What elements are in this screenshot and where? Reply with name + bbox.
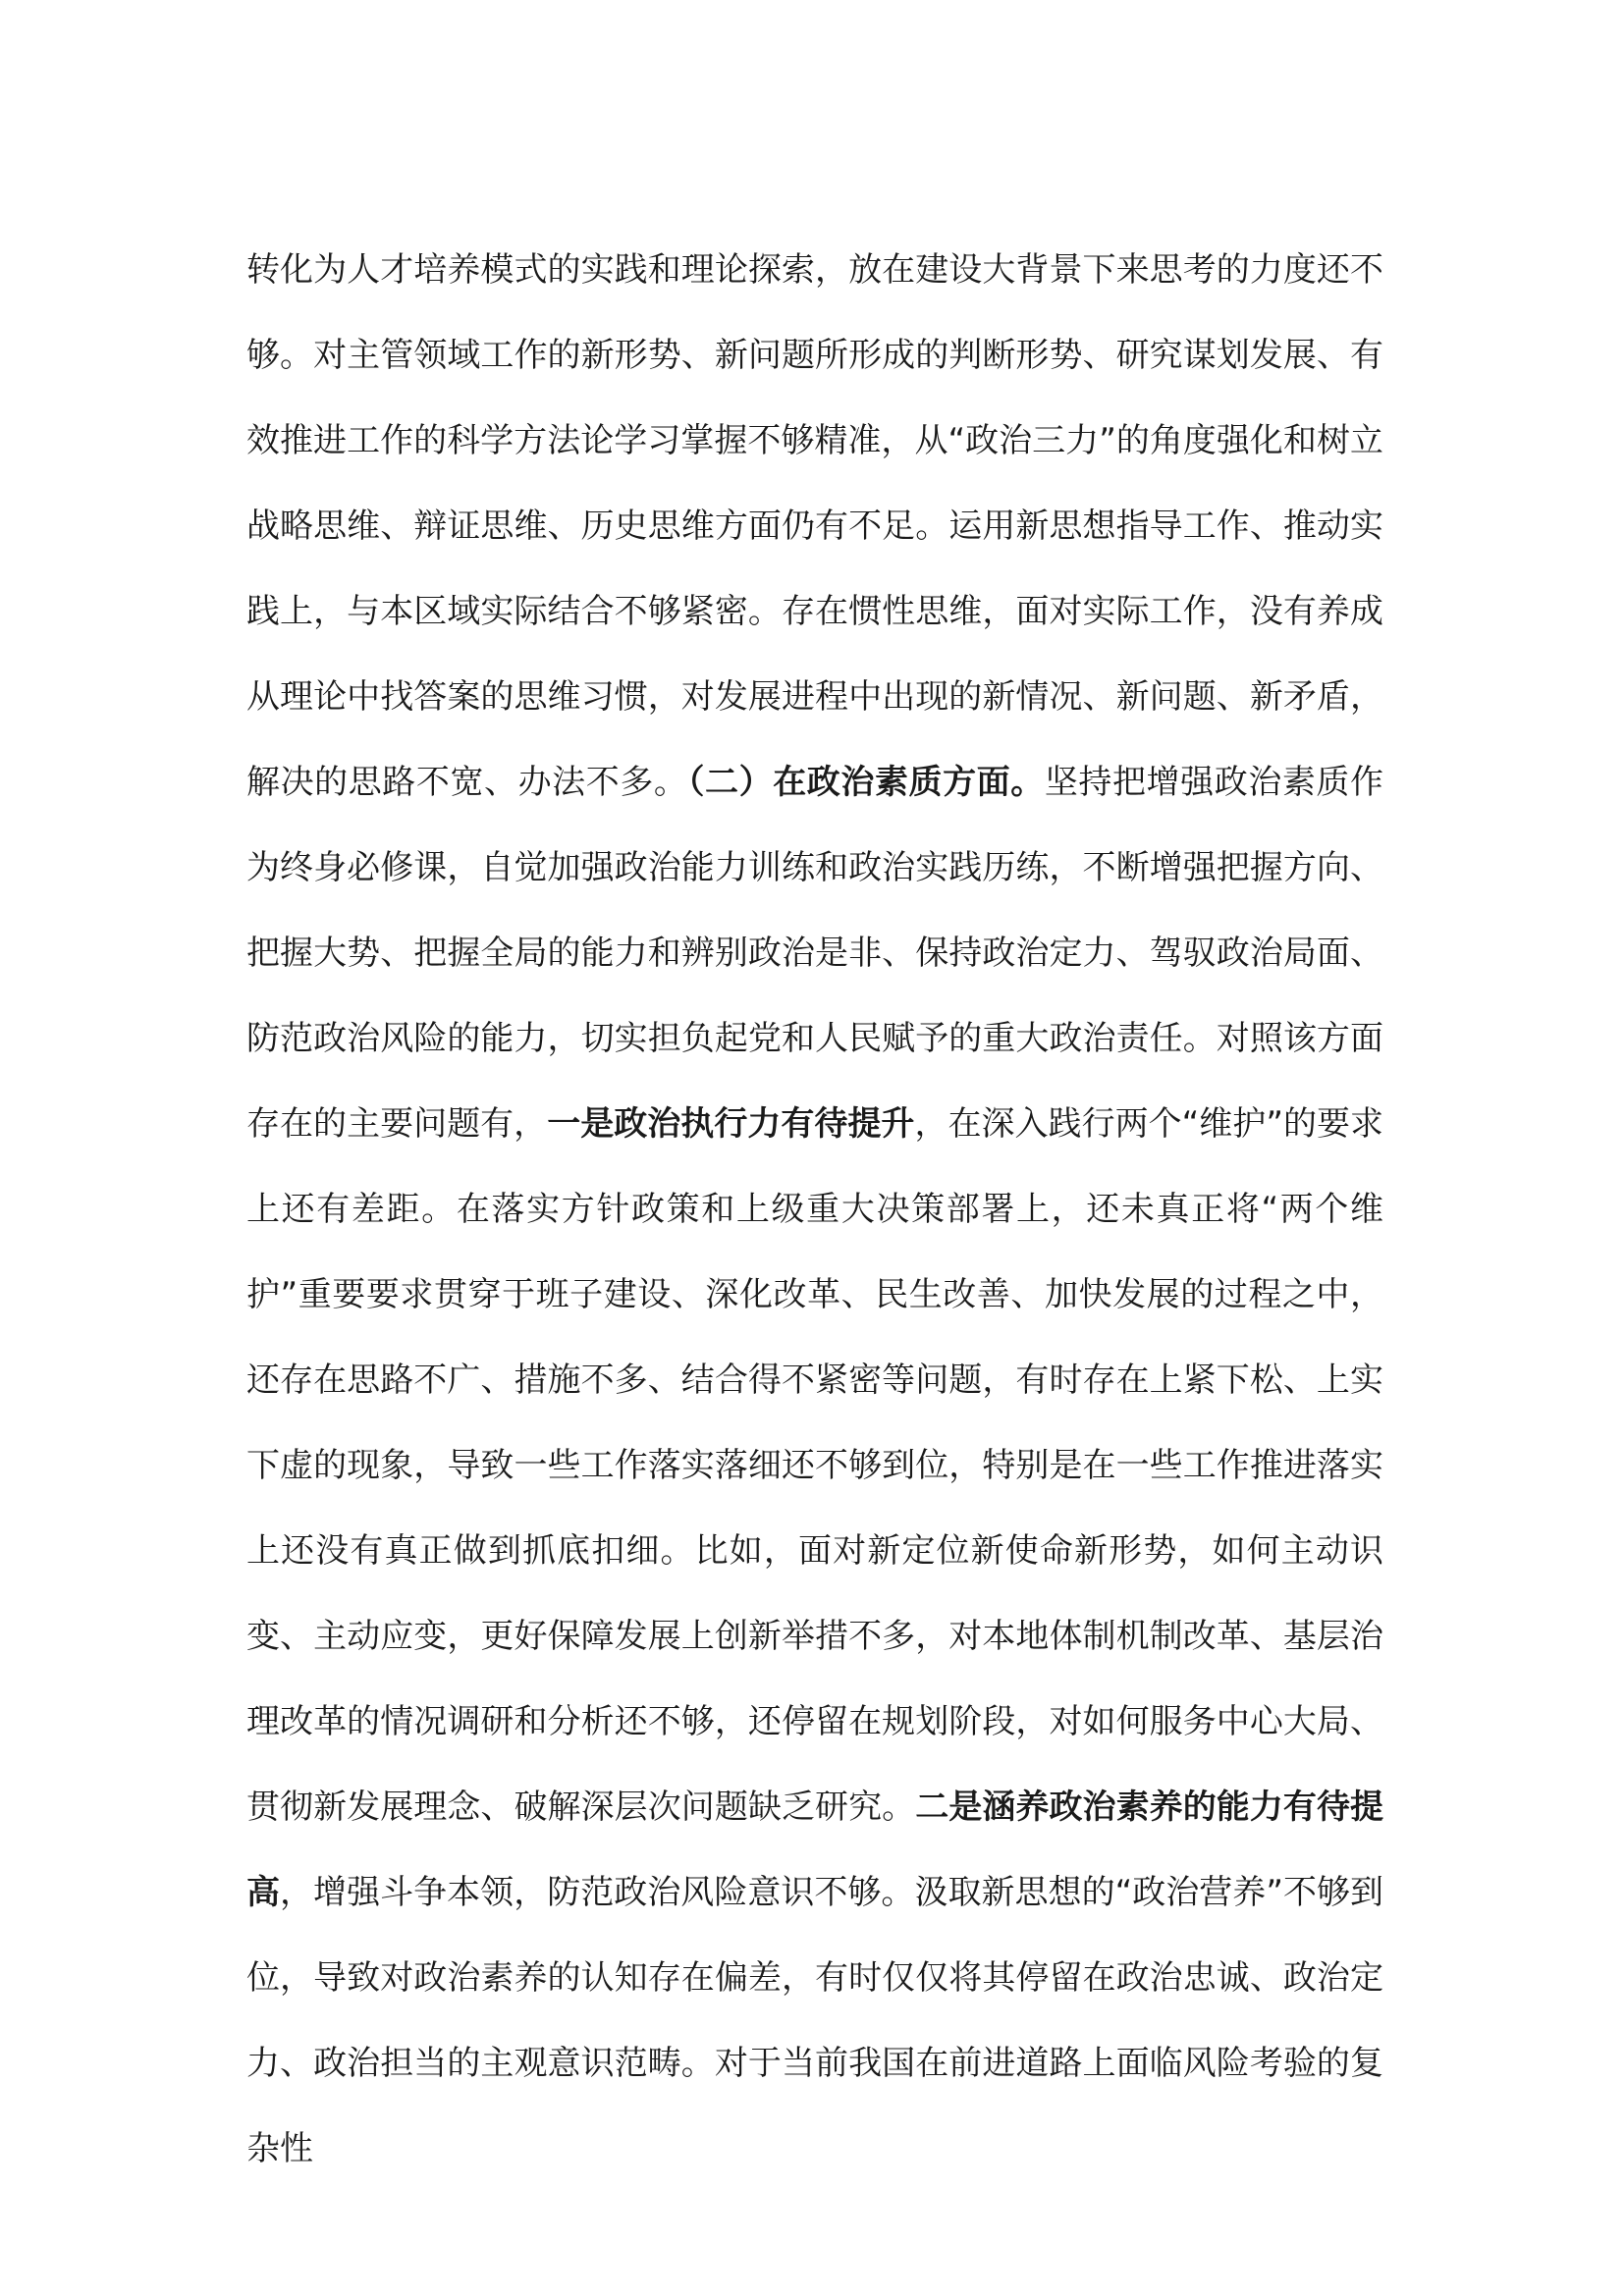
section-heading-political-quality: （二）在政治素质方面。 [687, 763, 1045, 802]
bold-point-two: 二是涵养政治素养的能力有待提高 [246, 1788, 1384, 1912]
text-segment: 坚持把增强政治素质作为终身必修课，自觉加强政治能力训练和政治实践历练，不断增强把握方向、把握大势、把握全局的能力和辨别政治是非、保持政治定力、驾驭政治局面、防范政治风险的能力，切实担负起党和人民赋予的重大政治责任。对照该方面存在的主要问题有， [246, 763, 1384, 1144]
body-paragraph [246, 228, 1383, 2192]
bold-point-one: 一是政治执行力有待提升 [547, 1104, 915, 1144]
text-segment: ，增强斗争本领，防范政治风险意识不够。汲取新思想的“政治营养”不够到位，导致对政治素养的认知存在偏差，有时仅仅将其停留在政治忠诚、政治定力、政治担当的主观意识范畴。对于当前我国在前进道路上面临风险考验的复杂性 [246, 1873, 1384, 2168]
text-segment: ，在深入践行两个“维护”的要求上还有差距。在落实方针政策和上级重大决策部署上，还未真正将“两个维护”重要要求贯穿于班子建设、深化改革、民生改善、加快发展的过程之中，还存在思路不广、措施不多、结合得不紧密等问题，有时存在上紧下松、上实下虚的现象，导致一些工作落实落细还不够到位，特别是在一些工作推进落实上还没有真正做到抓底扣细。比如，面对新定位新使命新形势，如何主动识变、主动应变，更好保障发展上创新举措不多，对本地体制机制改革、基层治理改革的情况调研和分析还不够，还停留在规划阶段，对如何服务中心大局、贯彻新发展理念、破解深层次问题缺乏研究。 [246, 1104, 1383, 1827]
text-segment: 转化为人才培养模式的实践和理论探索，放在建设大背景下来思考的力度还不够。对主管领域工作的新形势、新问题所形成的判断形势、研究谋划发展、有效推进工作的科学方法论学习掌握不够精准，从“政治三力”的角度强化和树立战略思维、辩证思维、历史思维方面仍有不足。运用新思想指导工作、推动实践上，与本区域实际结合不够紧密。存在惯性思维，面对实际工作，没有养成从理论中找答案的思维习惯，对发展进程中出现的新情况、新问题、新矛盾，解决的思路不宽、办法不多。 [246, 250, 1383, 802]
